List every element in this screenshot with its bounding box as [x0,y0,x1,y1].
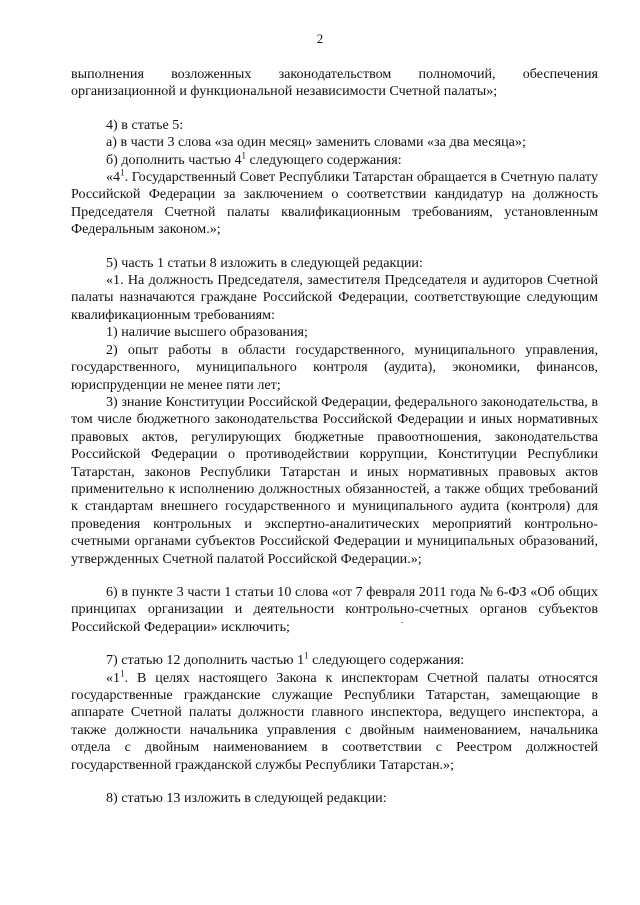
superscript: 1 [304,650,309,661]
paragraph-requirement-3: 3) знание Конституции Российской Федерации, федерального законодательства, в том числе бюджетного законодательства Российской Федерации и иных нормативных правовых актов, регулирующих бюджетные правоотношения, законодательства Российской Федерации о противодействии коррупции, Конституции Республики Татарстан, законов Республики Татарстан и иных нормативных правовых актов применительно к исполнению должностных обязанностей, а также общих требований к стандартам внешнего государственного и муниципального аудита (контроля) для проведения контрольных и экспертно-аналитических мероприятий контрольно-счетными органами субъектов Российской Федерации и муниципальных образований, утвержденных Счетной палатой Российской Федерации.»; [71,393,598,567]
paragraph-quote-12-1 [71,667,598,774]
spacer [71,774,598,790]
paragraph-item-6: 6) в пункте 3 части 1 статьи 10 слова «от 7 февраля 2011 года № 6-ФЗ «Об общих принципах организации и деятельности контрольно-счетных органов субъектов Российской Федерации» исключить; [71,583,598,635]
text-run: . Государственный Совет Республики Татарстан обращается в Счетную палату Российской Федерации за заключением о соответствии кандидатур на должность Председателя Счетной палаты квалификационным требованиям, установленным Федеральным законом.»; [71,169,598,238]
spacer [71,636,598,652]
paragraph-item-7 [71,652,598,669]
paragraph-item-4a: а) в части 3 слова «за один месяц» заменить словами «за два месяца»; [106,134,526,151]
paragraph-item-5: 5) часть 1 статьи 8 изложить в следующей редакции: [106,254,423,271]
superscript: 1 [120,167,125,178]
paragraph-item-8: 8) статью 13 изложить в следующей редакции: [106,790,387,807]
text-run: «4 [106,169,121,186]
paragraph-quote-8-1: «1. На должность Председателя, заместителя Председателя и аудиторов Счетной палаты назначаются граждане Российской Федерации, соответствующие следующим квалификационным требованиям: [71,272,598,323]
text-run: «1 [106,669,121,686]
paragraph-quote-4-1 [71,169,598,239]
document-body [71,66,598,807]
superscript: 1 [241,149,247,160]
text-run: следующего содержания: [246,151,402,168]
text-run: б) дополнить частью 4 [106,151,242,168]
paragraph-item-4: 4) в статье 5: [106,116,184,133]
spacer [71,101,598,117]
text-run: 7) статью 12 дополнить частью 1 [106,652,305,669]
paragraph-item-4b [71,149,598,169]
spacer [71,568,598,584]
superscript: 1 [120,667,125,678]
text-run: следующего содержания: [308,652,465,669]
paragraph-requirement-1: 1) наличие высшего образования; [106,324,308,341]
spacer [71,239,598,255]
paragraph-continuation: выполнения возложенных законодательством полномочий, обеспечения организационной и функциональной независимости Счетной палаты»; [71,66,598,100]
paragraph-requirement-2: 2) опыт работы в области государственного, муниципального управления, государственного, муниципального контроля (аудита), экономики, финансов, юриспруденции не менее пяти лет; [71,341,598,393]
scan-speck [401,622,403,623]
page-number: 2 [316,31,324,46]
text-run: . В целях настоящего Закона к инспекторам Счетной палаты относятся государственные гражданские служащие Республики Татарстан, замещающие в аппарате Счетной палаты должности главного инспектора, ведущего инспектора, а также должности начальника управления с двойным наименованием, начальника отдела с двойным наименованием в соответствии с Реестром должностей государственной гражданской службы Республики Татарстан.»; [71,669,598,773]
